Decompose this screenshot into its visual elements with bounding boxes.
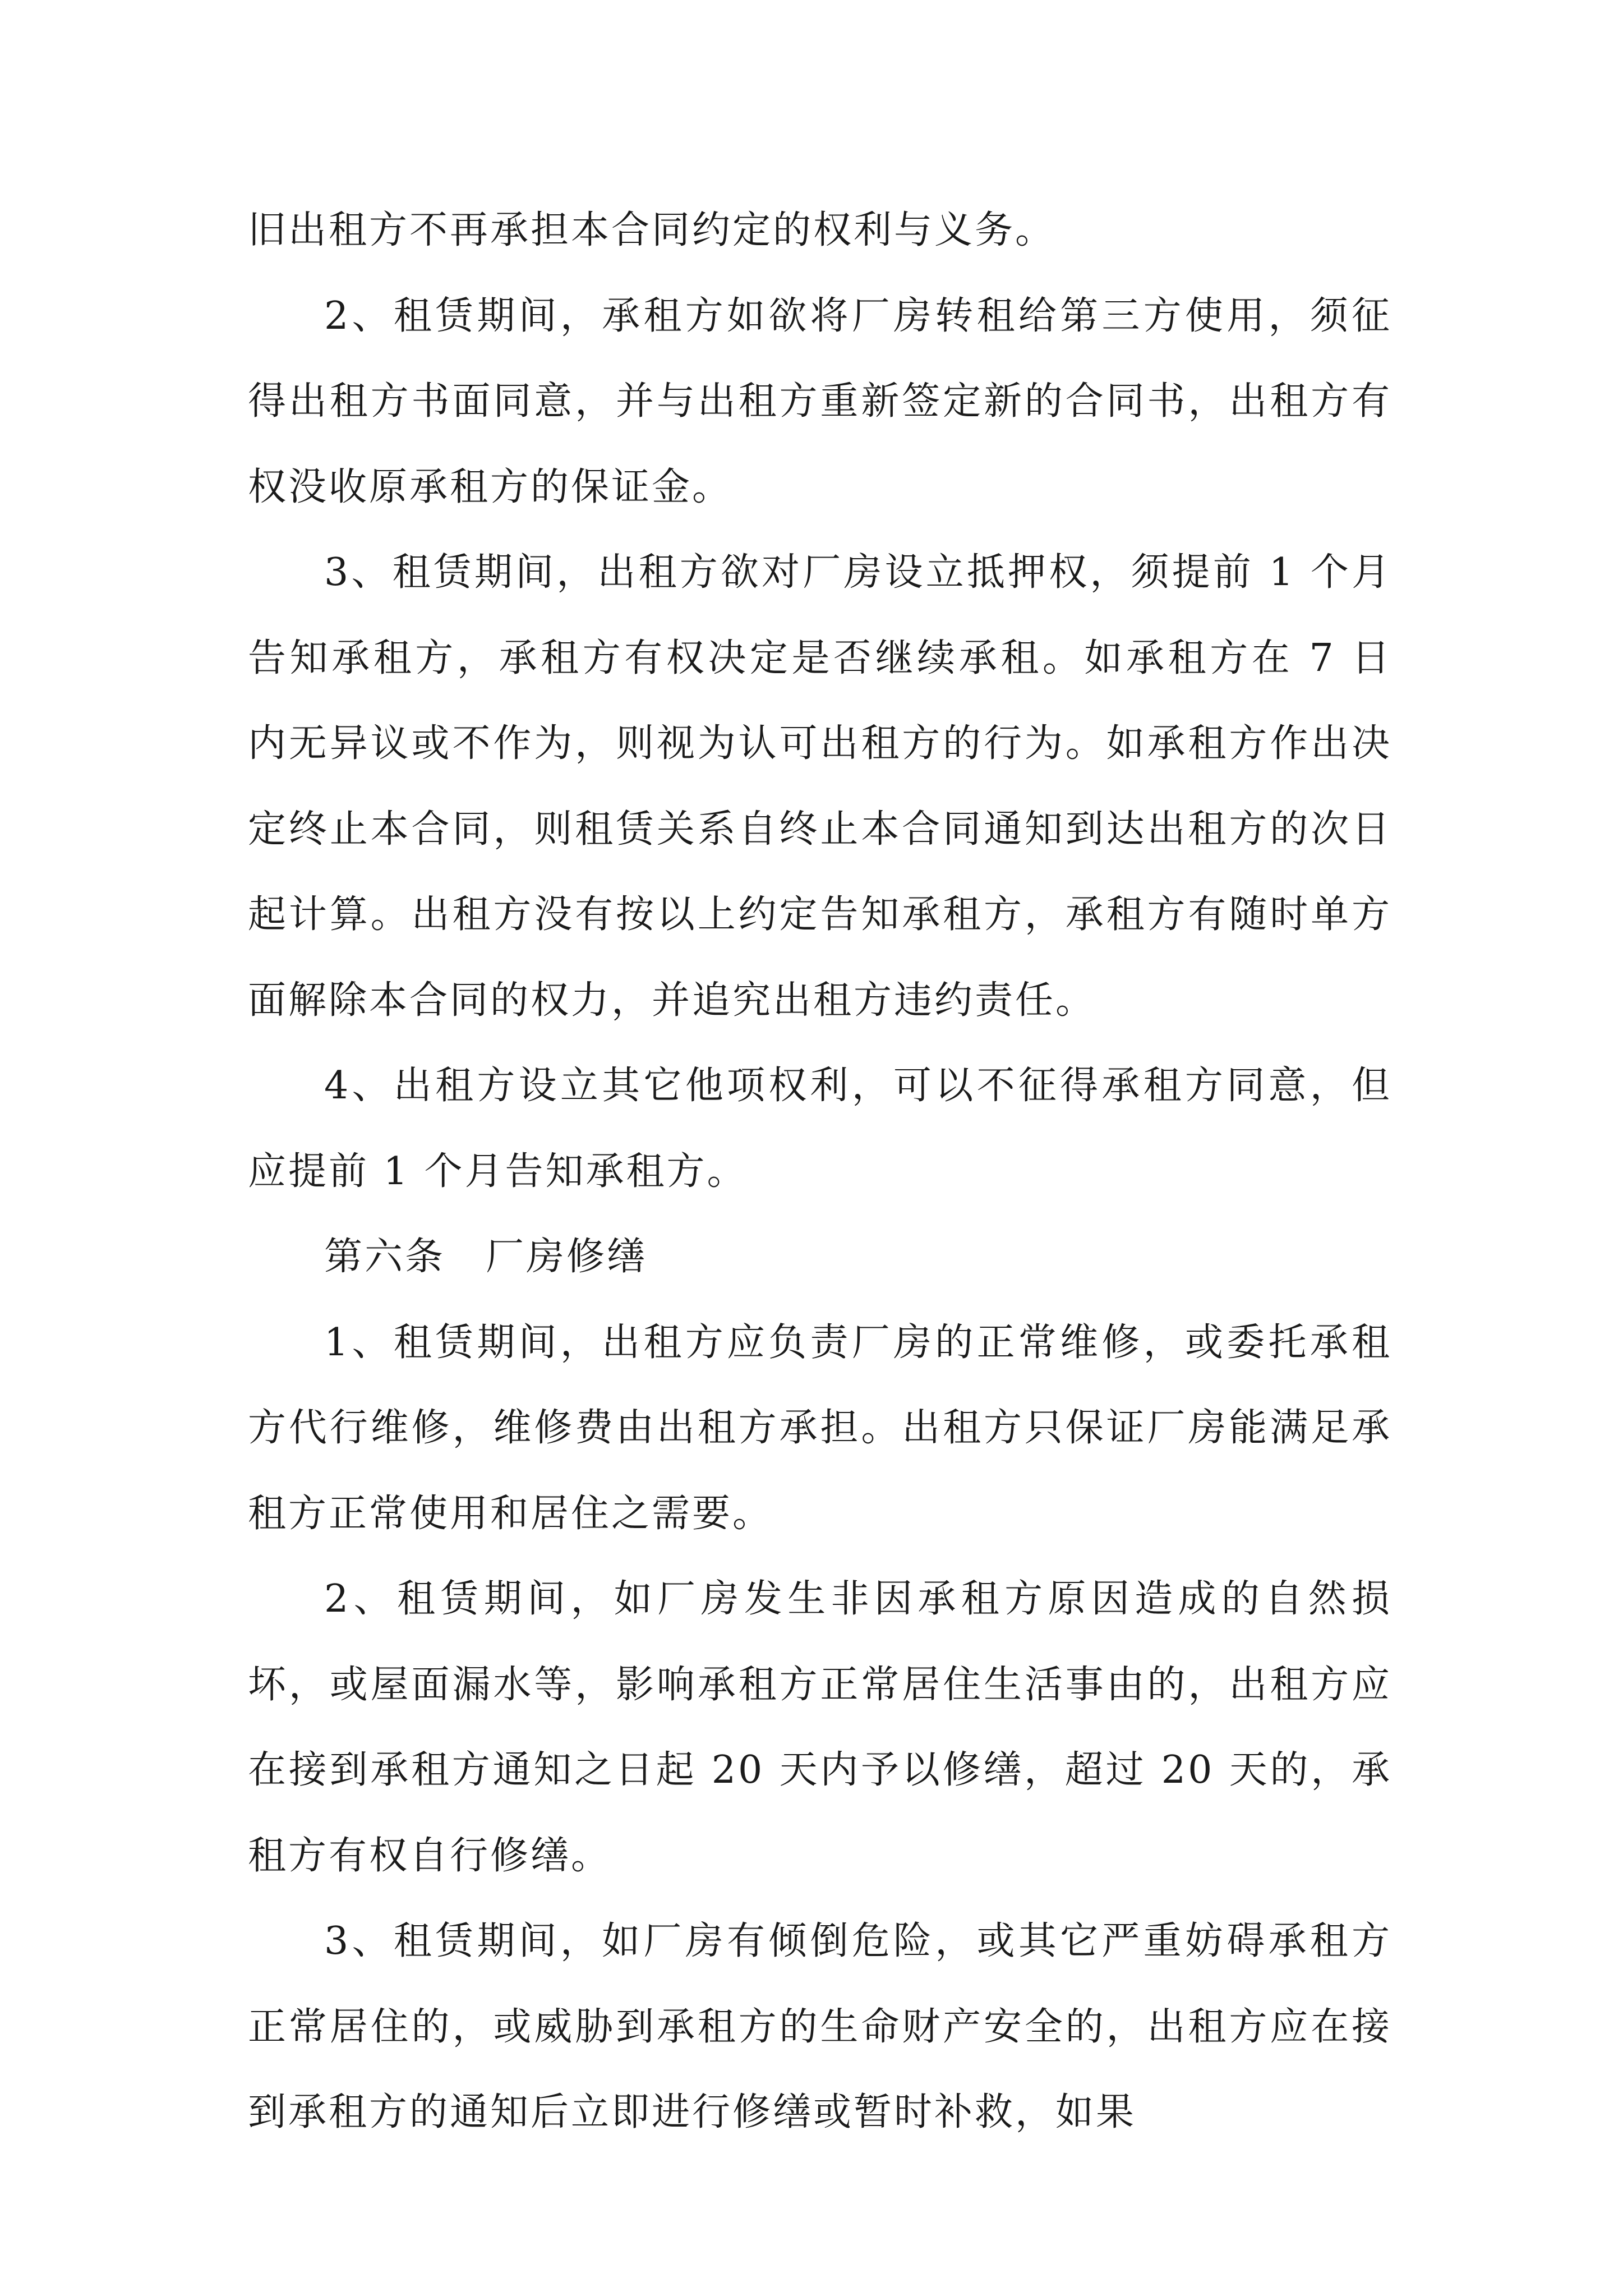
- section-heading-article-6: 第六条 厂房修缮: [324, 1235, 648, 1279]
- paragraph-repair-2: 2、租赁期间，如厂房发生非因承租方原因造成的自然损坏，或屋面漏水等，影响承租方正常居住生活事由的，出租方应在接到承租方通知之日起 20 天内予以修缮，超过 20 天的，承租方有权自行修缮。: [248, 1577, 1392, 1878]
- document-body: [248, 188, 1392, 2156]
- paragraph-clause-4-other-rights: 4、出租方设立其它他项权利，可以不征得承租方同意，但应提前 1 个月告知承租方。: [248, 1064, 1392, 1194]
- paragraph-clause-3-mortgage: 3、租赁期间，出租方欲对厂房设立抵押权，须提前 1 个月告知承租方，承租方有权决定是否继续承租。如承租方在 7 日内无异议或不作为，则视为认可出租方的行为。如承租方作出决定终止本合同，则租赁关系自终止本合同通知到达出租方的次日起计算。出租方没有按以上约定告知承租方，承租方有随时单方面解除本合同的权力，并追究出租方违约责任。: [248, 550, 1392, 1023]
- paragraph-repair-1: 1、租赁期间，出租方应负责厂房的正常维修，或委托承租方代行维修，维修费由出租方承担。出租方只保证厂房能满足承租方正常使用和居住之需要。: [248, 1320, 1392, 1536]
- paragraph-repair-3: 3、租赁期间，如厂房有倾倒危险，或其它严重妨碍承租方正常居住的，或威胁到承租方的生命财产安全的，出租方应在接到承租方的通知后立即进行修缮或暂时补救，如果: [248, 1919, 1392, 2134]
- paragraph-clause-2-sublease: 2、租赁期间，承租方如欲将厂房转租给第三方使用，须征得出租方书面同意，并与出租方重新签定新的合同书，出租方有权没收原承租方的保证金。: [248, 293, 1392, 509]
- paragraph-continuation: 旧出租方不再承担本合同约定的权利与义务。: [248, 208, 1056, 252]
